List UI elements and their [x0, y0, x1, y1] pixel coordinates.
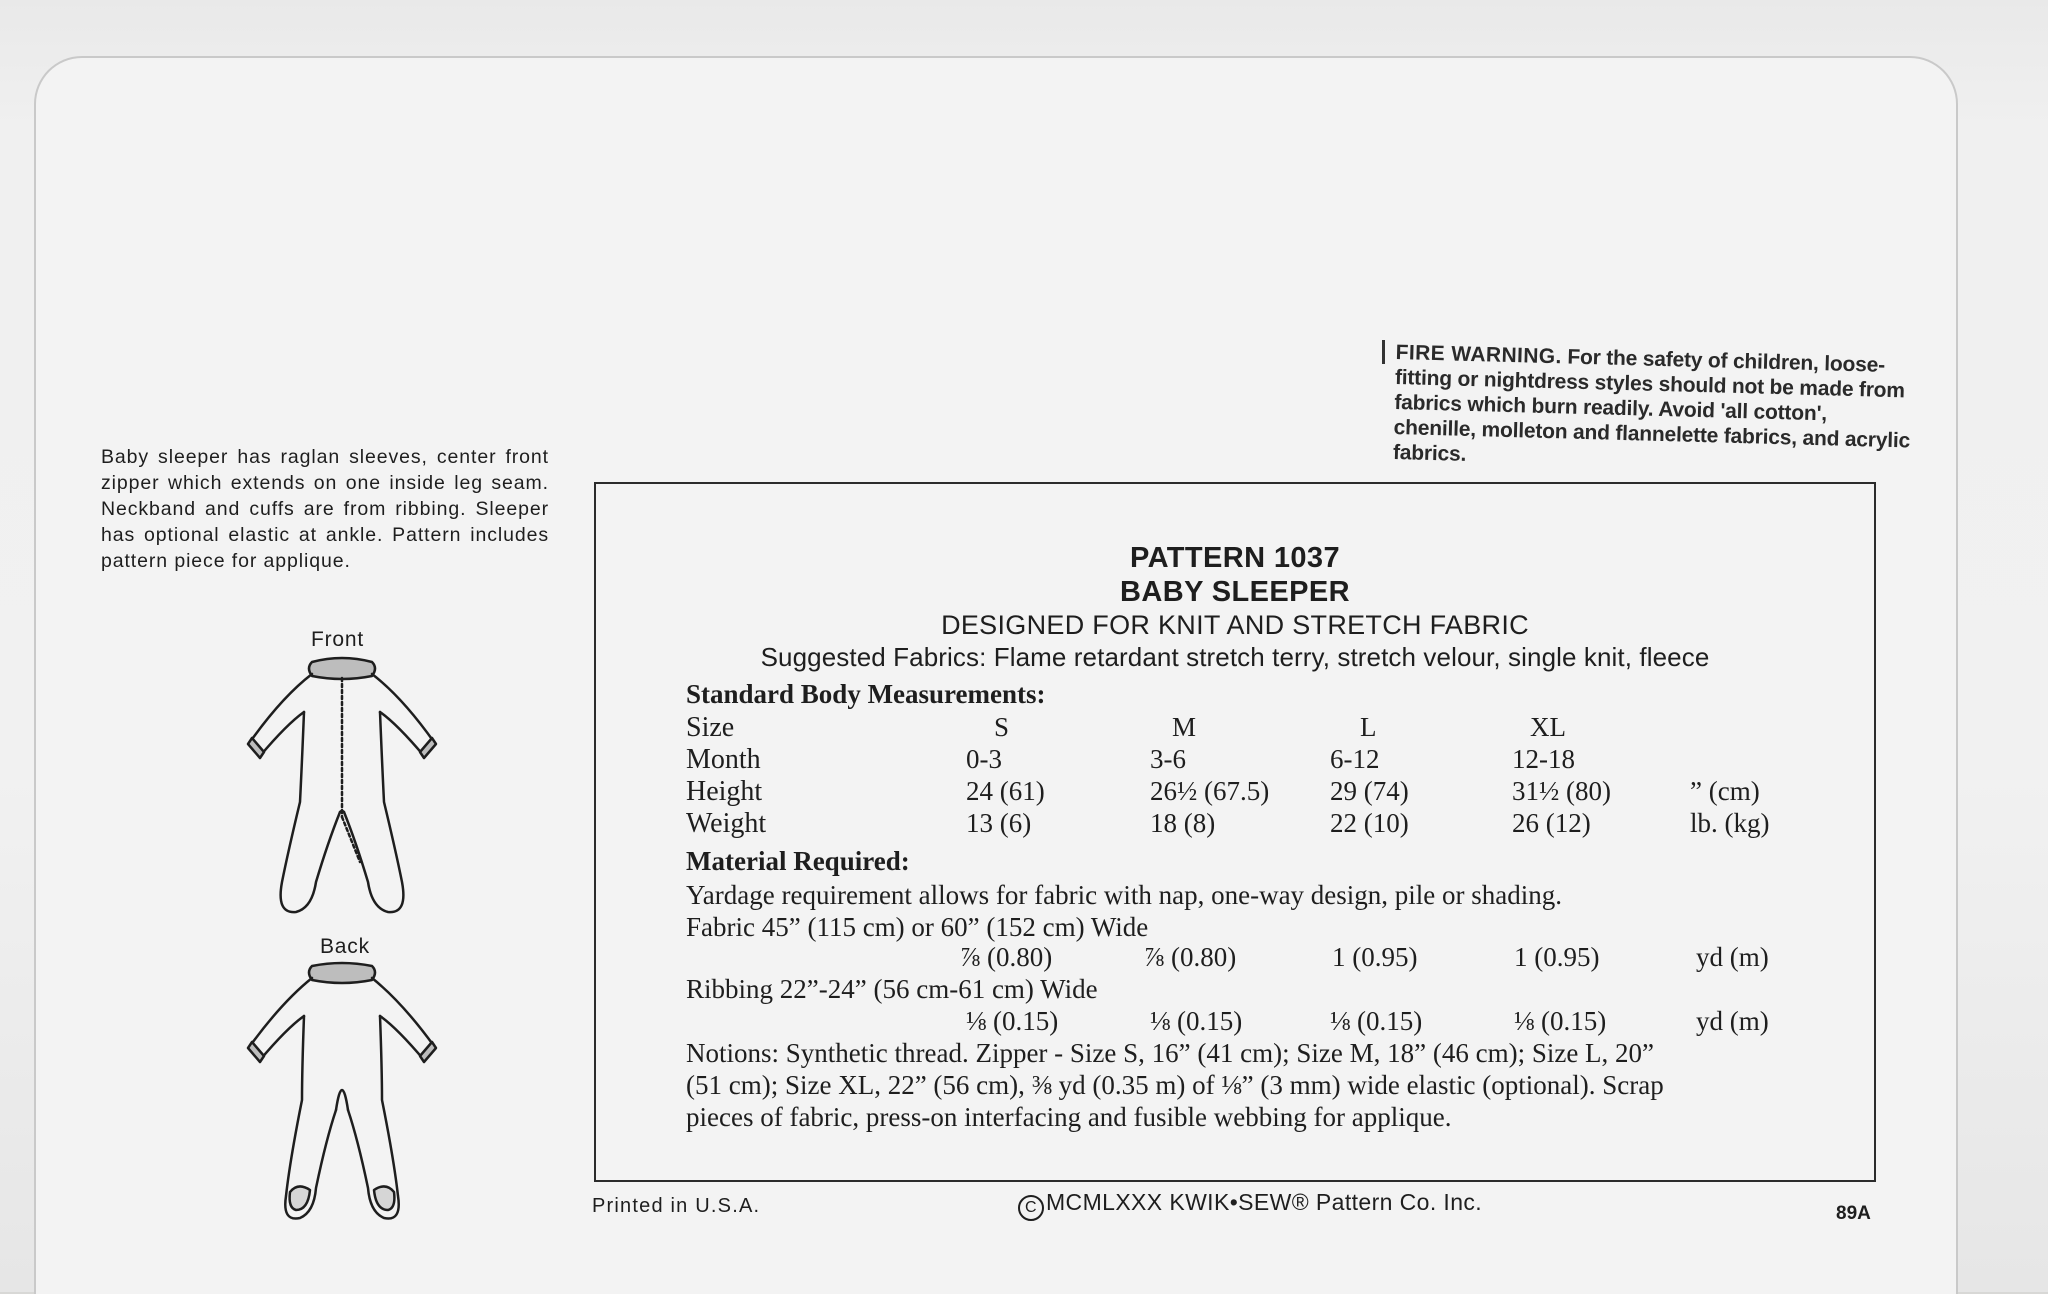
month-xl: 12-18 [1512, 744, 1575, 774]
weight-s: 13 (6) [966, 808, 1032, 838]
month-s: 0-3 [966, 744, 1002, 774]
fabric-s: ⅞ (0.80) [960, 942, 1053, 972]
ribbing-s: ⅛ (0.15) [966, 1006, 1059, 1036]
weight-unit: lb. (kg) [1690, 808, 1770, 838]
weight-m: 18 (8) [1150, 808, 1216, 838]
fabric-xl: 1 (0.95) [1514, 942, 1600, 972]
ribbing-unit: yd (m) [1696, 1006, 1769, 1036]
front-label: Front [311, 628, 365, 651]
height-m: 26½ (67.5) [1150, 776, 1270, 806]
height-xl: 31½ (80) [1512, 776, 1611, 806]
warning-mark [1382, 340, 1385, 364]
row-height-label: Height [686, 776, 763, 807]
back-sleeper-illustration [242, 960, 442, 1226]
size-m: M [1172, 712, 1197, 742]
notions-line-2: (51 cm); Size XL, 22” (56 cm), ⅜ yd (0.35 m) of ⅛” (3 mm) wide elastic (optional). Scrap [686, 1070, 1664, 1100]
ribbing-m: ⅛ (0.15) [1150, 1006, 1243, 1036]
ribbing-xl: ⅛ (0.15) [1514, 1006, 1607, 1036]
front-sleeper-illustration [242, 652, 442, 918]
size-l: L [1360, 712, 1377, 742]
notions-line-1: Notions: Synthetic thread. Zipper - Size S, 16” (41 cm); Size M, 18” (46 cm); Size L, 20” [686, 1038, 1655, 1068]
pattern-name: BABY SLEEPER [1120, 576, 1350, 608]
height-s: 24 (61) [966, 776, 1045, 806]
designed-for: DESIGNED FOR KNIT AND STRETCH FABRIC [941, 610, 1529, 640]
copyright-text: MCMLXXX KWIK•SEW® Pattern Co. Inc. [1046, 1189, 1483, 1215]
fabric-l: 1 (0.95) [1332, 942, 1418, 972]
suggested-fabrics: Suggested Fabrics: Flame retardant stretch terry, stretch velour, single knit, fleece [760, 642, 1710, 672]
fire-warning-head: FIRE WARNING. [1395, 340, 1563, 369]
row-month-label: Month [686, 744, 761, 775]
envelope-code: 89A [1836, 1203, 1871, 1224]
printed-in: Printed in U.S.A. [592, 1195, 761, 1217]
material-note: Yardage requirement allows for fabric with nap, one-way design, pile or shading. [686, 880, 1563, 910]
measurements-heading: Standard Body Measurements: [686, 679, 1046, 709]
notions-line-3: pieces of fabric, press-on interfacing and fusible webbing for applique. [686, 1102, 1452, 1132]
ribbing-label: Ribbing 22”-24” (56 cm-61 cm) Wide [686, 974, 1098, 1004]
copyright-line [1018, 1189, 1482, 1221]
fabric-unit: yd (m) [1696, 942, 1769, 972]
month-m: 3-6 [1150, 744, 1186, 774]
row-size-label: Size [686, 712, 735, 743]
row-weight-label: Weight [686, 808, 767, 839]
fabric-label: Fabric 45” (115 cm) or 60” (152 cm) Wide [686, 912, 1149, 942]
ribbing-l: ⅛ (0.15) [1330, 1006, 1423, 1036]
fabric-m: ⅞ (0.80) [1144, 942, 1237, 972]
weight-l: 22 (10) [1330, 808, 1409, 838]
fire-warning [1393, 340, 1916, 479]
size-s: S [994, 712, 1010, 742]
back-label: Back [320, 935, 370, 958]
fire-warning-text: For the safety of children, loose-fitting or nightdress styles should not be made from fabrics which burn readily. Avoid 'all cotton', chenille, molleton and flannelette fabrics, and acrylic fabrics. [1392, 345, 1911, 466]
height-unit: ” (cm) [1690, 776, 1760, 806]
pattern-number: PATTERN 1037 [1129, 542, 1340, 574]
copyright-symbol: C [1018, 1195, 1044, 1221]
height-l: 29 (74) [1330, 776, 1409, 806]
pattern-description: Baby sleeper has raglan sleeves, center front zipper which extends on one inside leg seam. Neckband and cuffs are from ribbing. Sleeper has optional elastic at ankle. Pattern includes pattern piece for applique. [101, 446, 549, 572]
pattern-info-box [594, 482, 1876, 1182]
month-l: 6-12 [1330, 744, 1380, 774]
material-heading: Material Required: [686, 846, 910, 876]
weight-xl: 26 (12) [1512, 808, 1591, 838]
size-xl: XL [1530, 712, 1566, 742]
